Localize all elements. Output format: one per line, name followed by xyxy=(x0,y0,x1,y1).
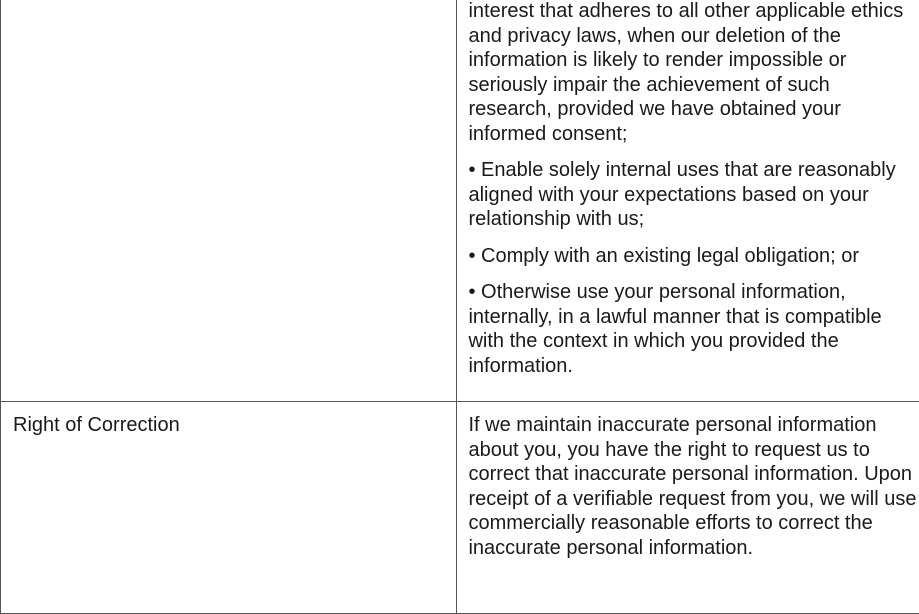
right-of-correction-label: Right of Correction xyxy=(13,413,444,438)
bullet-legal-obligation: • Comply with an existing legal obligation; or xyxy=(468,244,918,269)
right-name-cell xyxy=(1,402,457,614)
correction-description: If we maintain inaccurate personal information about you, you have the right to request us to correct that inaccurate personal information. Upon receipt of a verifiable request from you, we will use commercially reasonable efforts to correct the inaccurate personal information. xyxy=(468,413,918,560)
table-row xyxy=(1,402,919,614)
right-description-cell xyxy=(457,0,919,402)
right-name-cell xyxy=(1,0,457,402)
table-row xyxy=(1,0,919,402)
bullet-otherwise-use: • Otherwise use your personal information, internally, in a lawful manner that is compatible with the context in which you provided the information. xyxy=(468,280,918,378)
right-description-cell xyxy=(457,402,919,614)
bullet-internal-uses: • Enable solely internal uses that are reasonably aligned with your expectations based on your relationship with us; xyxy=(468,158,918,232)
description-paragraph: interest that adheres to all other applicable ethics and privacy laws, when our deletion of the information is likely to render impossible or seriously impair the achievement of such research, provided we have obtained your informed consent; xyxy=(468,0,918,146)
